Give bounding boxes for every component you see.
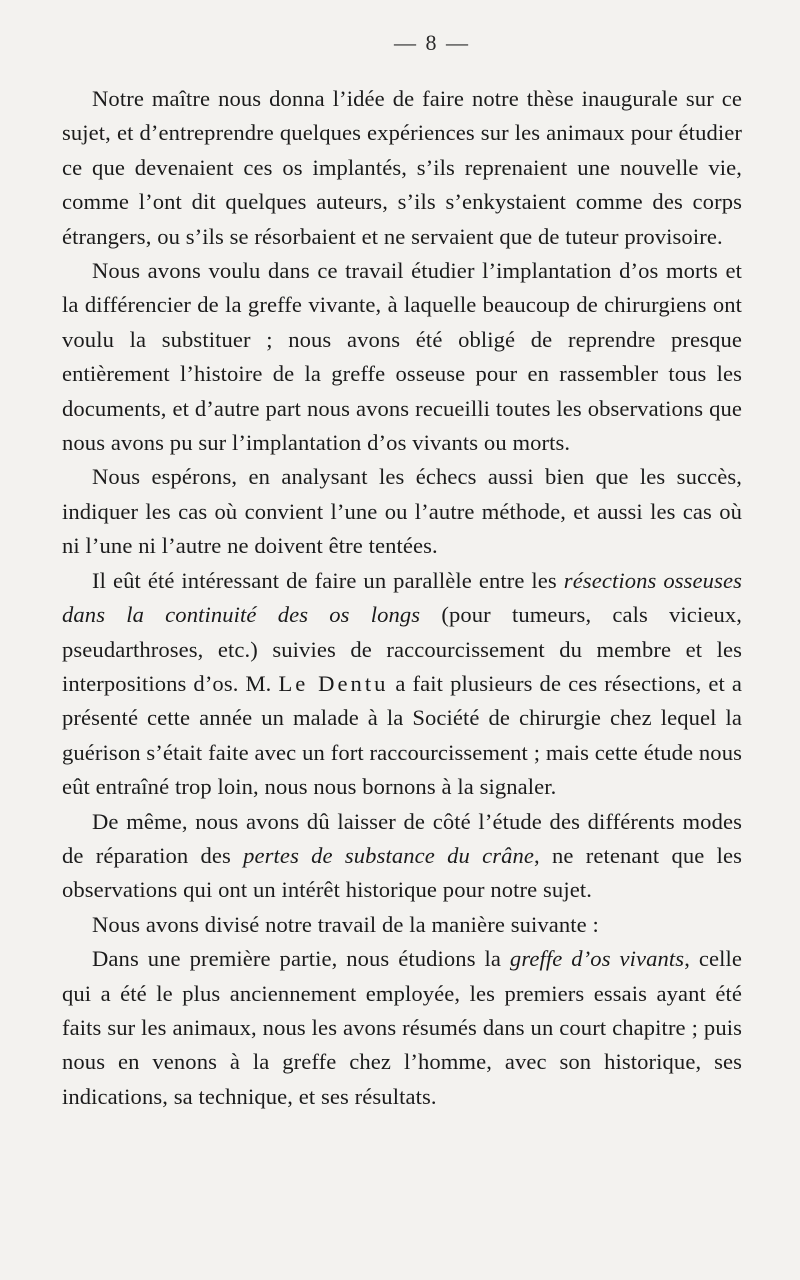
paragraph: [62, 460, 742, 563]
text-segment: Il eût été intéressant de faire un parallèle entre les: [92, 567, 564, 593]
text-segment: a fait plusieurs de ces résections, et a présenté cette année un malade à la Société de chirurgie chez lequel la guérison s’était faite avec un fort raccourcissement ; mais cette étude nous eût entraîné trop loin, nous nous bornons à la signaler.: [62, 670, 742, 800]
paragraph: [62, 564, 742, 805]
text-segment: De même, nous avons dû laisser de côté l’étude des différents modes de réparation des: [62, 808, 742, 868]
text-segment: , celle qui a été le plus anciennement employée, les premiers essais ayant été faits sur les animaux, nous les avons résumés dans un court chapitre ; puis nous en venons à la greffe chez l’homme, avec son historique, ses indications, sa technique, et ses résultats.: [62, 946, 743, 1109]
paragraph: [62, 82, 742, 254]
paragraph: [62, 908, 742, 942]
page-number: — 8 —: [394, 30, 470, 55]
text-segment: Nous avons voulu dans ce travail étudier l’implantation d’os morts et la différencier de la greffe vivante, à laquelle beaucoup de chirurgiens ont voulu la substituer ; nous avons été obligé de reprendre presque entièrement l’histoire de la greffe osseuse pour en rassembler tous les documents, et d’autre part nous avons recueilli toutes les observations que nous avons pu sur l’implantation d’os vivants ou morts.: [62, 258, 742, 456]
text-segment: Nous avons divisé notre travail de la manière suivante :: [92, 911, 599, 937]
body-text: [62, 82, 742, 1114]
paragraph: [62, 254, 742, 460]
text-segment: Nous espérons, en analysant les échecs aussi bien que les succès, indiquer les cas où convient l’une ou l’autre méthode, et aussi les cas où ni l’une ni l’autre ne doivent être tentées.: [62, 464, 742, 559]
text-segment: Notre maître nous donna l’idée de faire notre thèse inaugurale sur ce sujet, et d’entreprendre quelques expériences sur les animaux pour étudier ce que devenaient ces os implantés, s’ils reprenaient une nouvelle vie, comme l’ont dit quelques auteurs, s’ils s’enkystaient comme des corps étrangers, ou s’ils se résorbaient et ne servaient que de tuteur provisoire.: [62, 86, 742, 249]
italic-text: résections osseuses dans la continuité des os longs: [62, 567, 742, 628]
italic-text: greffe d’os vivants: [509, 946, 685, 972]
paragraph: [62, 942, 742, 1114]
author-name: Le Dentu: [278, 670, 389, 696]
paragraph: [62, 805, 742, 908]
text-segment: , ne retenant que les observations qui ont un intérêt historique pour notre sujet.: [62, 842, 743, 903]
text-segment: Dans une première partie, nous étudions la: [92, 946, 510, 972]
italic-text: pertes de substance du crâne: [243, 842, 535, 868]
text-segment: (pour tumeurs, cals vicieux, pseudarthroses, etc.) suivies de raccourcissement du membre et les interpositions d’os. M.: [62, 602, 742, 696]
